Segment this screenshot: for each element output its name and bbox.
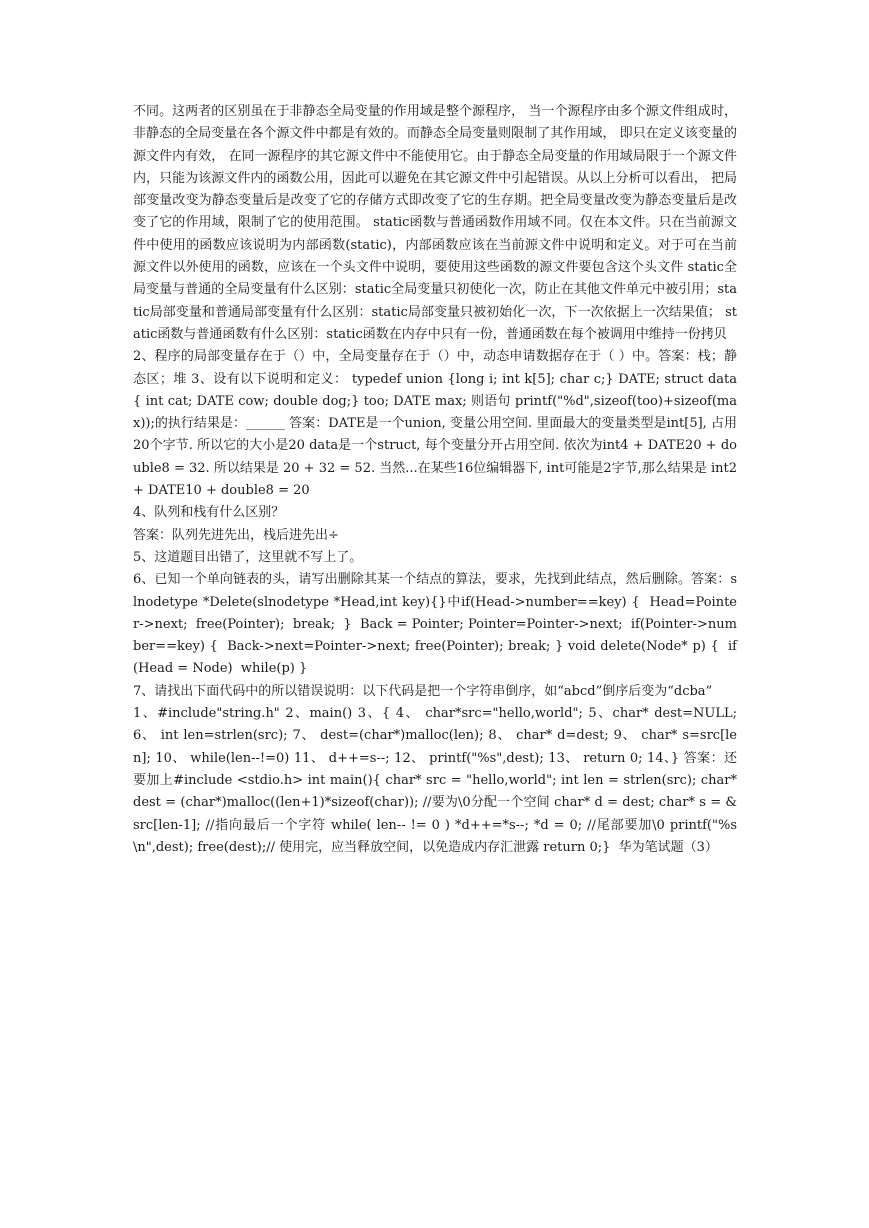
paragraph-static-scope: 不同。这两者的区别虽在于非静态全局变量的作用域是整个源程序， 当一个源程序由多个源文件组成时，非静态的全局变量在各个源文件中都是有效的。而静态全局变量则限制了其作用域， 即只在定义该变量的源文件内有效， 在同一源程序的其它源文件中不能使用它。由于静态全局变量的作用域局限于一个源文件内，只能为该源文件内的函数公用，因此可以避免在其它源文件中引起错误。从以上分析可以看出， 把局部变量改变为静态变量后是改变了它的存储方式即改变了它的生存期。把全局变量改变为静态变量后是改变了它的作用域，限制了它的使用范围。 static函数与普通函数作用域不同。仅在本文件。只在当前源文件中使用的函数应该说明为内部函数(static)，内部函数应该在当前源文件中说明和定义。对于可在当前源文件以外使用的函数，应该在一个头文件中说明，要使用这些函数的源文件要包含这个头文件 static全局变量与普通的全局变量有什么区别：static全局变量只初使化一次，防止在其他文件单元中被引用；static局部变量和普通局部变量有什么区别：static局部变量只被初始化一次，下一次依据上一次结果值； static函数与普通函数有什么区别：static函数在内存中只有一份，普通函数在每个被调用中维持一份拷贝 <box>133 104 737 342</box>
paragraph-question-2-3: 2、程序的局部变量存在于（）中，全局变量存在于（）中，动态申请数据存在于（ ）中。答案：栈；静态区；堆 3、设有以下说明和定义： typedef union {long i; int k[5]; char c;} DATE; struct data { int cat; DATE cow; double dog;} too; DATE max; 则语句 printf("%d",sizeof(too)+sizeof(max));的执行结果是：______ 答案：DATE是一个union, 变量公用空间. 里面最大的变量类型是int[5], 占用20个字节. 所以它的大小是20 data是一个struct, 每个变量分开占用空间. 依次为int4 + DATE20 + double8 = 32. 所以结果是 20 + 32 = 52. 当然...在某些16位编辑器下, int可能是2字节,那么结果是 int2 + DATE10 + double8 = 20 <box>133 349 742 499</box>
paragraph-question-5: 5、这道题目出错了，这里就不写上了。 <box>133 549 363 565</box>
paragraph-question-6: 6、已知一个单向链表的头，请写出删除其某一个结点的算法，要求，先找到此结点，然后删除。答案：slnodetype *Delete(slnodetype *Head,int key){}中if(Head->number==key) { Head=Pointer->next; free(Pointer); break; } Back = Pointer; Pointer=Pointer->next; if(Pointer->number==key) { Back->next=Pointer->next; free(Pointer); break; } void delete(Node* p) { if(Head = Node) while(p) } <box>133 572 737 677</box>
paragraph-code-answer-7: 1、#include"string.h" 2、main() 3、{ 4、 char*src="hello,world"; 5、char* dest=NULL; 6、 int len=strlen(src); 7、 dest=(char*)malloc(len); 8、 char* d=dest; 9、 char* s=src[len]; 10、 while(len--!=0) 11、 d++=s--; 12、 printf("%s",dest); 13、 return 0; 14、} 答案：还要加上#include <stdio.h> int main(){ char* src = "hello,world"; int len = strlen(src); char* dest = (char*)malloc((len+1)*sizeof(char)); //要为\0分配一个空间 char* d = dest; char* s = &src[len-1]; //指向最后一个字符 while( len-- != 0 ) *d++=*s--; *d = 0; //尾部要加\0 printf("%s\n",dest); free(dest);// 使用完，应当释放空间，以免造成内存汇泄露 return 0;} 华为笔试题（3） <box>133 706 742 855</box>
paragraph-question-4: 4、队列和栈有什么区别？ <box>133 505 285 521</box>
paragraph-answer-4: 答案：队列先进先出，栈后进先出÷ <box>133 527 339 543</box>
document-page <box>133 101 742 859</box>
paragraph-question-7: 7、请找出下面代码中的所以错误说明：以下代码是把一个字符串倒序，如“abcd”倒序后变为“dcba” <box>133 683 713 699</box>
